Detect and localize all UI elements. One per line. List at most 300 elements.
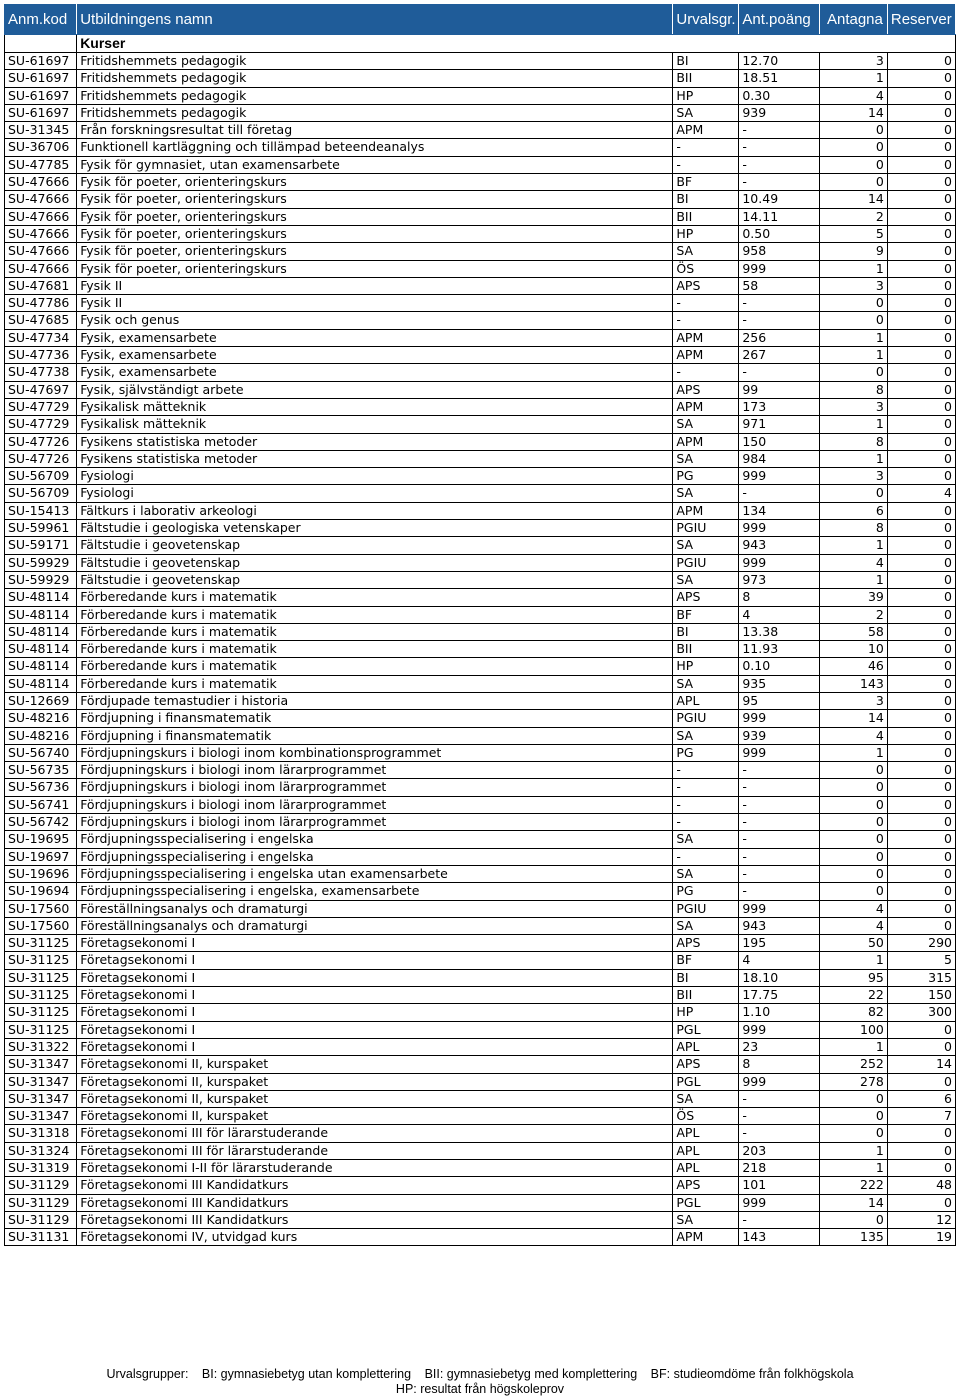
column-header-code: Anm.kod: [5, 5, 77, 35]
admitted-count: 1: [819, 537, 887, 554]
table-row: [5, 692, 956, 709]
admission-points: 150: [739, 433, 819, 450]
admission-points: 8: [739, 1056, 819, 1073]
admission-points: -: [739, 814, 819, 831]
admitted-count: 2: [819, 208, 887, 225]
table-row: [5, 952, 956, 969]
selection-group: HP: [673, 658, 739, 675]
admitted-count: 1: [819, 1142, 887, 1159]
admitted-count: 3: [819, 53, 887, 70]
admission-points: 984: [739, 450, 819, 467]
selection-group: BI: [673, 53, 739, 70]
admitted-count: 8: [819, 381, 887, 398]
course-name: Fördjupning i finansmatematik: [77, 727, 673, 744]
course-code: SU-47729: [5, 398, 77, 415]
course-name: Företagsekonomi II, kurspaket: [77, 1090, 673, 1107]
admission-points: 999: [739, 468, 819, 485]
reserve-count: 0: [887, 398, 955, 415]
reserve-count: 0: [887, 710, 955, 727]
admission-points: 0.10: [739, 658, 819, 675]
table-row: [5, 433, 956, 450]
course-name: Företagsekonomi I: [77, 1021, 673, 1038]
course-name: Fysiologi: [77, 468, 673, 485]
course-name: Fördjupningskurs i biologi inom kombinationsprogrammet: [77, 744, 673, 761]
admitted-count: 2: [819, 606, 887, 623]
course-code: SU-59929: [5, 554, 77, 571]
course-code: SU-12669: [5, 692, 77, 709]
selection-group: APS: [673, 1177, 739, 1194]
admitted-count: 0: [819, 312, 887, 329]
table-row: [5, 969, 956, 986]
course-name: Fältstudie i geovetenskap: [77, 554, 673, 571]
admission-points: 943: [739, 537, 819, 554]
table-row: [5, 1211, 956, 1228]
admission-points: -: [739, 831, 819, 848]
selection-group: PGIU: [673, 710, 739, 727]
selection-group: SA: [673, 243, 739, 260]
selection-group: APM: [673, 347, 739, 364]
admitted-count: 0: [819, 1211, 887, 1228]
selection-group: APS: [673, 589, 739, 606]
admitted-count: 1: [819, 70, 887, 87]
table-row: [5, 1125, 956, 1142]
selection-group: APL: [673, 1160, 739, 1177]
reserve-count: 0: [887, 658, 955, 675]
table-row: [5, 935, 956, 952]
reserve-count: 0: [887, 260, 955, 277]
reserve-count: 0: [887, 191, 955, 208]
course-name: Fritidshemmets pedagogik: [77, 53, 673, 70]
selection-group: SA: [673, 571, 739, 588]
selection-group: APM: [673, 502, 739, 519]
table-row: [5, 606, 956, 623]
course-name: Företagsekonomi II, kurspaket: [77, 1056, 673, 1073]
course-code: SU-48216: [5, 710, 77, 727]
admission-points: 203: [739, 1142, 819, 1159]
admitted-count: 9: [819, 243, 887, 260]
selection-group: SA: [673, 450, 739, 467]
admission-points: -: [739, 848, 819, 865]
table-row: [5, 1021, 956, 1038]
course-code: SU-47666: [5, 174, 77, 191]
reserve-count: 0: [887, 1073, 955, 1090]
admission-points: -: [739, 779, 819, 796]
admission-points: 11.93: [739, 641, 819, 658]
table-row: [5, 571, 956, 588]
course-code: SU-56709: [5, 485, 77, 502]
course-code: SU-59929: [5, 571, 77, 588]
course-name: Förberedande kurs i matematik: [77, 675, 673, 692]
section-title: Kurser: [77, 35, 956, 53]
course-code: SU-47666: [5, 208, 77, 225]
column-header-points: Ant.poäng: [739, 5, 819, 35]
admission-points: 999: [739, 554, 819, 571]
course-name: Företagsekonomi III för lärarstuderande: [77, 1125, 673, 1142]
admitted-count: 222: [819, 1177, 887, 1194]
reserve-count: 0: [887, 295, 955, 312]
selection-group: PGIU: [673, 520, 739, 537]
course-name: Fördjupning i finansmatematik: [77, 710, 673, 727]
course-code: SU-48114: [5, 589, 77, 606]
column-header-group: Urvalsgr.: [673, 5, 739, 35]
course-name: Fysik för poeter, orienteringskurs: [77, 243, 673, 260]
admitted-count: 3: [819, 692, 887, 709]
course-code: SU-47734: [5, 329, 77, 346]
course-name: Fördjupade temastudier i historia: [77, 692, 673, 709]
admissions-table: [4, 4, 956, 1246]
table-row: [5, 312, 956, 329]
table-row: [5, 917, 956, 934]
admitted-count: 3: [819, 277, 887, 294]
selection-group: APM: [673, 433, 739, 450]
selection-group: ÖS: [673, 1108, 739, 1125]
table-row: [5, 1108, 956, 1125]
admission-points: -: [739, 762, 819, 779]
selection-group: -: [673, 312, 739, 329]
course-code: SU-31345: [5, 122, 77, 139]
course-code: SU-48114: [5, 658, 77, 675]
course-name: Fältstudie i geovetenskap: [77, 571, 673, 588]
course-code: SU-47738: [5, 364, 77, 381]
selection-group: APM: [673, 1229, 739, 1246]
reserve-count: 0: [887, 122, 955, 139]
reserve-count: 14: [887, 1056, 955, 1073]
admitted-count: 1: [819, 952, 887, 969]
admitted-count: 4: [819, 554, 887, 571]
admitted-count: 0: [819, 364, 887, 381]
course-code: SU-31129: [5, 1211, 77, 1228]
reserve-count: 0: [887, 554, 955, 571]
course-name: Förberedande kurs i matematik: [77, 623, 673, 640]
table-row: [5, 1073, 956, 1090]
table-row: [5, 191, 956, 208]
selection-group: BI: [673, 623, 739, 640]
course-code: SU-47726: [5, 450, 77, 467]
course-name: Fördjupningsspecialisering i engelska, examensarbete: [77, 883, 673, 900]
admission-points: 95: [739, 692, 819, 709]
reserve-count: 0: [887, 416, 955, 433]
legend-bii: BII: gymnasiebetyg med komplettering: [424, 1367, 638, 1381]
course-name: Förberedande kurs i matematik: [77, 606, 673, 623]
course-name: Fysik, examensarbete: [77, 364, 673, 381]
admitted-count: 14: [819, 1194, 887, 1211]
course-name: Företagsekonomi I: [77, 969, 673, 986]
admitted-count: 39: [819, 589, 887, 606]
reserve-count: 0: [887, 831, 955, 848]
admitted-count: 135: [819, 1229, 887, 1246]
course-name: Fysik för poeter, orienteringskurs: [77, 174, 673, 191]
selection-group: HP: [673, 87, 739, 104]
selection-group: SA: [673, 675, 739, 692]
reserve-count: 0: [887, 174, 955, 191]
reserve-count: 0: [887, 520, 955, 537]
course-code: SU-47666: [5, 260, 77, 277]
table-row: [5, 329, 956, 346]
selection-group: BF: [673, 606, 739, 623]
admitted-count: 4: [819, 87, 887, 104]
reserve-count: 0: [887, 502, 955, 519]
course-code: SU-47681: [5, 277, 77, 294]
table-row: [5, 1090, 956, 1107]
admitted-count: 3: [819, 468, 887, 485]
course-name: Fördjupningsspecialisering i engelska: [77, 848, 673, 865]
course-code: SU-56735: [5, 762, 77, 779]
reserve-count: 6: [887, 1090, 955, 1107]
admission-points: 999: [739, 1073, 819, 1090]
admitted-count: 0: [819, 848, 887, 865]
admitted-count: 0: [819, 814, 887, 831]
course-name: Fördjupningskurs i biologi inom lärarprogrammet: [77, 762, 673, 779]
admitted-count: 0: [819, 295, 887, 312]
admitted-count: 143: [819, 675, 887, 692]
admitted-count: 10: [819, 641, 887, 658]
admitted-count: 82: [819, 1004, 887, 1021]
reserve-count: 0: [887, 208, 955, 225]
course-name: Föreställningsanalys och dramaturgi: [77, 917, 673, 934]
reserve-count: 0: [887, 347, 955, 364]
admission-points: -: [739, 122, 819, 139]
admitted-count: 0: [819, 1090, 887, 1107]
selection-group: APM: [673, 122, 739, 139]
selection-group: BF: [673, 174, 739, 191]
admission-points: 939: [739, 104, 819, 121]
table-row: [5, 174, 956, 191]
selection-group: BI: [673, 191, 739, 208]
selection-group: APL: [673, 1125, 739, 1142]
course-name: Fritidshemmets pedagogik: [77, 70, 673, 87]
admission-points: 939: [739, 727, 819, 744]
table-row: [5, 537, 956, 554]
reserve-count: 315: [887, 969, 955, 986]
admission-points: -: [739, 295, 819, 312]
course-name: Fysik för gymnasiet, utan examensarbete: [77, 156, 673, 173]
table-row: [5, 779, 956, 796]
table-row: [5, 70, 956, 87]
table-row: [5, 710, 956, 727]
selection-group: SA: [673, 1211, 739, 1228]
selection-group: BII: [673, 70, 739, 87]
admitted-count: 8: [819, 520, 887, 537]
column-header-admitted: Antagna: [819, 5, 887, 35]
course-name: Företagsekonomi II, kurspaket: [77, 1073, 673, 1090]
selection-group: SA: [673, 1090, 739, 1107]
selection-group: PGL: [673, 1073, 739, 1090]
reserve-count: 0: [887, 312, 955, 329]
course-name: Företagsekonomi IV, utvidgad kurs: [77, 1229, 673, 1246]
selection-group: APS: [673, 381, 739, 398]
admitted-count: 0: [819, 883, 887, 900]
table-row: [5, 848, 956, 865]
course-name: Fysik för poeter, orienteringskurs: [77, 191, 673, 208]
admitted-count: 0: [819, 831, 887, 848]
admitted-count: 1: [819, 450, 887, 467]
course-code: SU-31347: [5, 1056, 77, 1073]
course-name: Fysik II: [77, 295, 673, 312]
selection-group: APS: [673, 1056, 739, 1073]
legend-hp: HP: resultat från högskoleprov: [395, 1382, 565, 1396]
course-name: Fältkurs i laborativ arkeologi: [77, 502, 673, 519]
selection-group: SA: [673, 416, 739, 433]
course-name: Fördjupningskurs i biologi inom lärarprogrammet: [77, 796, 673, 813]
reserve-count: 0: [887, 796, 955, 813]
table-row: [5, 744, 956, 761]
reserve-count: 0: [887, 900, 955, 917]
course-code: SU-19696: [5, 865, 77, 882]
course-code: SU-31129: [5, 1177, 77, 1194]
admission-points: 999: [739, 260, 819, 277]
course-code: SU-48114: [5, 606, 77, 623]
selection-group: SA: [673, 917, 739, 934]
admission-points: -: [739, 174, 819, 191]
selection-group: BF: [673, 952, 739, 969]
admitted-count: 0: [819, 762, 887, 779]
selection-group: BII: [673, 208, 739, 225]
course-code: SU-17560: [5, 900, 77, 917]
selection-group: -: [673, 156, 739, 173]
course-name: Fördjupningskurs i biologi inom lärarprogrammet: [77, 814, 673, 831]
course-code: SU-31318: [5, 1125, 77, 1142]
course-code: SU-47786: [5, 295, 77, 312]
table-row: [5, 381, 956, 398]
admission-points: 973: [739, 571, 819, 588]
course-name: Fysikens statistiska metoder: [77, 433, 673, 450]
reserve-count: 0: [887, 468, 955, 485]
course-code: SU-47697: [5, 381, 77, 398]
reserve-count: 4: [887, 485, 955, 502]
admission-points: -: [739, 1108, 819, 1125]
selection-group: PGL: [673, 1021, 739, 1038]
admission-points: 0.30: [739, 87, 819, 104]
course-name: Företagsekonomi I: [77, 1038, 673, 1055]
course-name: Företagsekonomi III Kandidatkurs: [77, 1177, 673, 1194]
admitted-count: 4: [819, 727, 887, 744]
admitted-count: 0: [819, 485, 887, 502]
selection-group: HP: [673, 1004, 739, 1021]
reserve-count: 0: [887, 814, 955, 831]
admitted-count: 1: [819, 744, 887, 761]
reserve-count: 0: [887, 675, 955, 692]
admission-points: 17.75: [739, 987, 819, 1004]
course-code: SU-56740: [5, 744, 77, 761]
course-name: Fördjupningsspecialisering i engelska utan examensarbete: [77, 865, 673, 882]
course-code: SU-19697: [5, 848, 77, 865]
admission-points: -: [739, 139, 819, 156]
table-row: [5, 364, 956, 381]
admission-points: 1.10: [739, 1004, 819, 1021]
table-row: [5, 641, 956, 658]
selection-group: -: [673, 779, 739, 796]
admission-points: 8: [739, 589, 819, 606]
admission-points: 958: [739, 243, 819, 260]
table-header: [5, 5, 956, 35]
column-header-reserves: Reserver: [887, 5, 955, 35]
reserve-count: 0: [887, 450, 955, 467]
selection-group: -: [673, 295, 739, 312]
section-row: [5, 35, 956, 53]
course-name: Företagsekonomi III för lärarstuderande: [77, 1142, 673, 1159]
reserve-count: 0: [887, 87, 955, 104]
course-code: SU-31347: [5, 1108, 77, 1125]
admission-points: -: [739, 883, 819, 900]
admission-points: 195: [739, 935, 819, 952]
legend-bf: BF: studieomdöme från folkhögskola: [650, 1367, 854, 1381]
course-name: Fritidshemmets pedagogik: [77, 104, 673, 121]
admission-points: 134: [739, 502, 819, 519]
course-code: SU-31125: [5, 935, 77, 952]
admission-points: -: [739, 485, 819, 502]
admitted-count: 4: [819, 917, 887, 934]
reserve-count: 0: [887, 762, 955, 779]
selection-group: -: [673, 848, 739, 865]
admission-points: 23: [739, 1038, 819, 1055]
admitted-count: 0: [819, 122, 887, 139]
admitted-count: 50: [819, 935, 887, 952]
course-name: Fysikalisk mätteknik: [77, 398, 673, 415]
legend-bi: BI: gymnasiebetyg utan komplettering: [201, 1367, 412, 1381]
selection-group: BII: [673, 987, 739, 1004]
selection-group: PGIU: [673, 900, 739, 917]
admitted-count: 278: [819, 1073, 887, 1090]
admission-points: 4: [739, 952, 819, 969]
course-name: Fördjupningsspecialisering i engelska: [77, 831, 673, 848]
selection-group: SA: [673, 865, 739, 882]
reserve-count: 0: [887, 571, 955, 588]
reserve-count: 150: [887, 987, 955, 1004]
admitted-count: 58: [819, 623, 887, 640]
selection-group: PGIU: [673, 554, 739, 571]
course-name: Fältstudie i geologiska vetenskaper: [77, 520, 673, 537]
table-row: [5, 1160, 956, 1177]
table-row: [5, 139, 956, 156]
course-code: SU-59961: [5, 520, 77, 537]
admission-points: 943: [739, 917, 819, 934]
legend-footer: [0, 1367, 960, 1397]
table-row: [5, 865, 956, 882]
admission-points: 10.49: [739, 191, 819, 208]
table-row: [5, 554, 956, 571]
table-row: [5, 987, 956, 1004]
course-code: SU-17560: [5, 917, 77, 934]
reserve-count: 0: [887, 1194, 955, 1211]
course-name: Funktionell kartläggning och tillämpad beteendeanalys: [77, 139, 673, 156]
course-code: SU-61697: [5, 104, 77, 121]
reserve-count: 0: [887, 104, 955, 121]
course-code: SU-19695: [5, 831, 77, 848]
selection-group: ÖS: [673, 260, 739, 277]
admission-points: 58: [739, 277, 819, 294]
course-name: Från forskningsresultat till företag: [77, 122, 673, 139]
table-row: [5, 1177, 956, 1194]
course-code: SU-48216: [5, 727, 77, 744]
reserve-count: 0: [887, 1038, 955, 1055]
admitted-count: 1: [819, 571, 887, 588]
reserve-count: 0: [887, 329, 955, 346]
course-code: SU-48114: [5, 675, 77, 692]
table-row: [5, 623, 956, 640]
admission-points: 14.11: [739, 208, 819, 225]
admitted-count: 252: [819, 1056, 887, 1073]
table-row: [5, 260, 956, 277]
admission-points: -: [739, 796, 819, 813]
course-name: Förberedande kurs i matematik: [77, 658, 673, 675]
table-row: [5, 1038, 956, 1055]
admission-points: 99: [739, 381, 819, 398]
course-name: Företagsekonomi III Kandidatkurs: [77, 1211, 673, 1228]
section-spacer: [5, 35, 77, 53]
table-row: [5, 762, 956, 779]
course-name: Fysik för poeter, orienteringskurs: [77, 260, 673, 277]
course-name: Företagsekonomi I: [77, 987, 673, 1004]
